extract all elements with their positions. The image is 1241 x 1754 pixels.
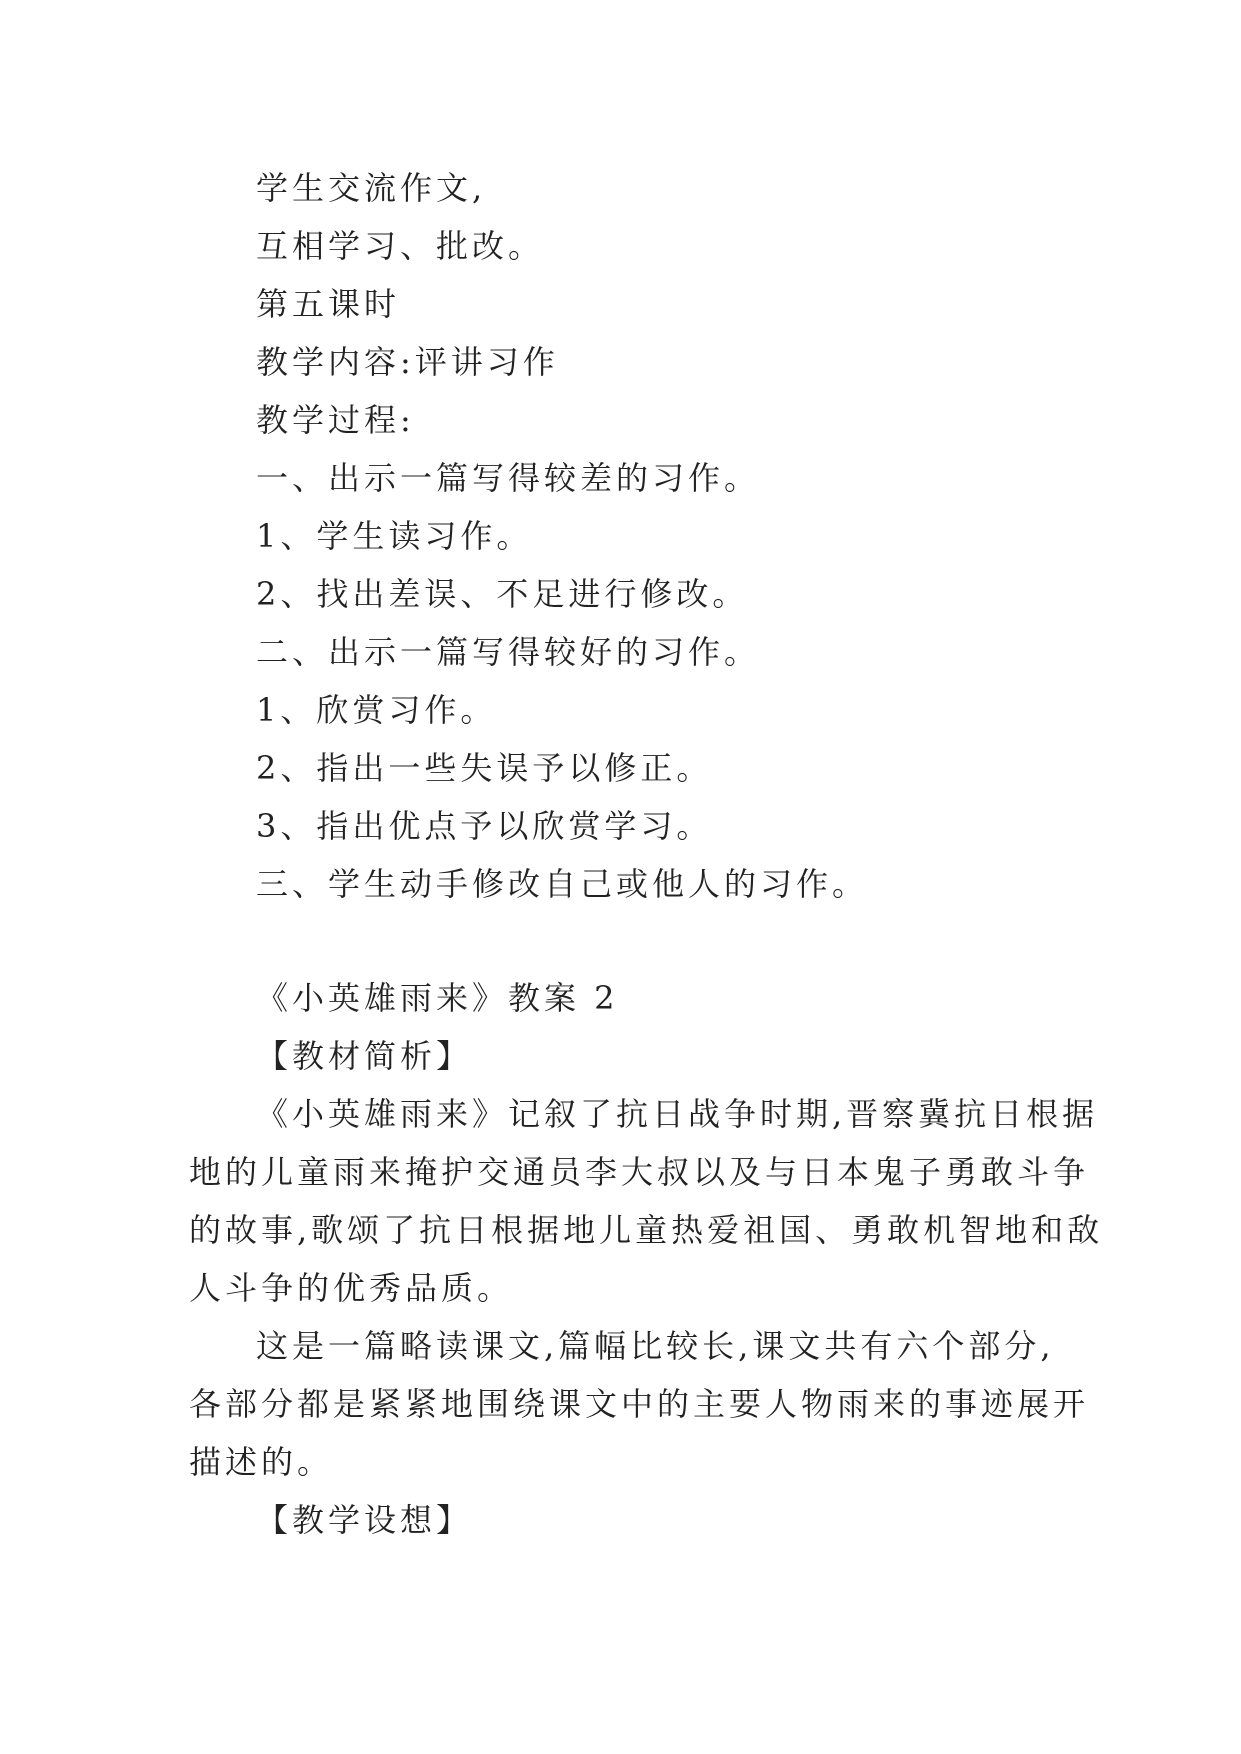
- text-line: 2、指出一些失误予以修正。: [256, 749, 713, 787]
- text-line: 教学内容:评讲习作: [256, 343, 559, 381]
- text-line: 1、欣赏习作。: [256, 691, 497, 729]
- text-line: 一、出示一篇写得较差的习作。: [256, 459, 761, 497]
- heading-design: 【教学设想】: [256, 1501, 473, 1539]
- text-line: 教学过程:: [256, 401, 415, 439]
- paragraph-line: 《小英雄雨来》记叙了抗日战争时期,晋察冀抗日根据: [256, 1095, 1099, 1133]
- lesson-heading: 第五课时: [256, 285, 401, 323]
- paragraph-line: 的故事,歌颂了抗日根据地儿童热爱祖国、勇敢机智地和敌: [189, 1211, 1104, 1249]
- text-line: 1、学生读习作。: [256, 517, 533, 555]
- text-line: 二、出示一篇写得较好的习作。: [256, 633, 761, 671]
- text-line: 2、找出差误、不足进行修改。: [256, 575, 749, 613]
- paragraph-line: 各部分都是紧紧地围绕课文中的主要人物雨来的事迹展开: [189, 1385, 1090, 1423]
- heading-analysis: 【教材简析】: [256, 1037, 473, 1075]
- text-line: 互相学习、批改。: [256, 227, 545, 265]
- text-line: 三、学生动手修改自己或他人的习作。: [256, 865, 869, 903]
- text-line: 3、指出优点予以欣赏学习。: [256, 807, 713, 845]
- paragraph-line: 这是一篇略读课文,篇幅比较长,课文共有六个部分,: [256, 1327, 1055, 1365]
- text-line: 学生交流作文,: [256, 169, 487, 207]
- section-title: 《小英雄雨来》教案 2: [256, 979, 619, 1017]
- paragraph-line: 描述的。: [189, 1443, 334, 1481]
- paragraph-line: 人斗争的优秀品质。: [189, 1269, 514, 1307]
- paragraph-line: 地的儿童雨来掩护交通员李大叔以及与日本鬼子勇敢斗争: [189, 1153, 1090, 1191]
